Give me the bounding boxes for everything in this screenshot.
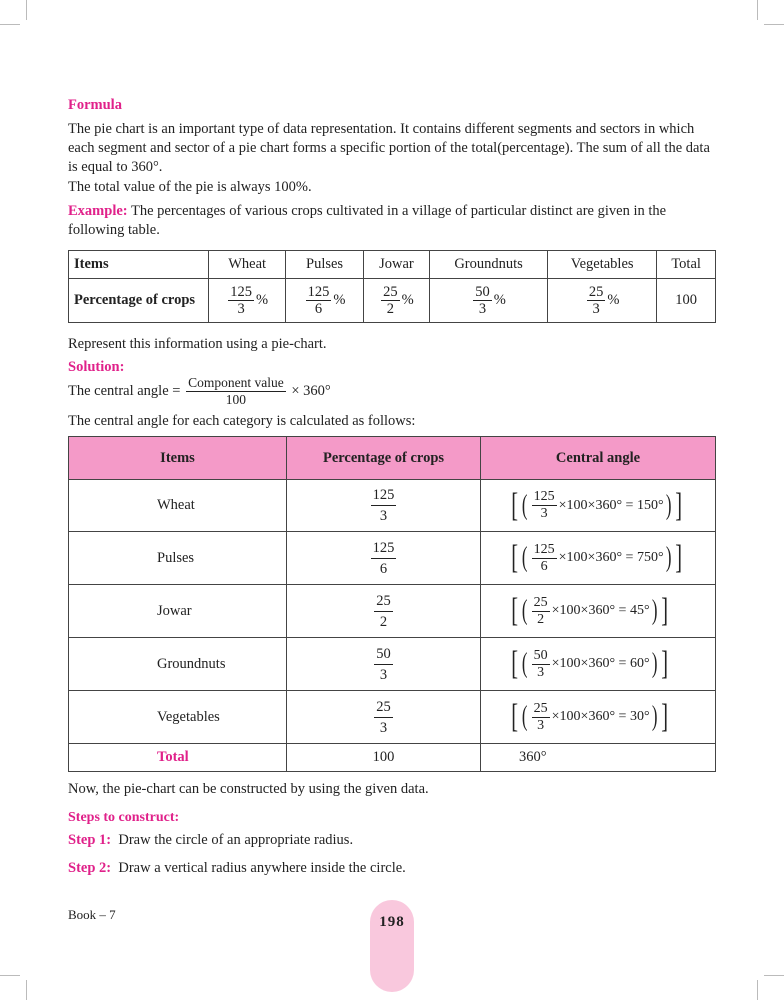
step-1 bbox=[68, 831, 718, 850]
crop-mark bbox=[757, 980, 758, 1000]
fraction: $\frac{25}{2}$ bbox=[383, 284, 398, 317]
angle-expression: [ ( $\frac{50}{3}$ ×100×360° = 60° ) ] bbox=[511, 645, 668, 682]
crop-mark bbox=[0, 24, 20, 25]
table-header-cell: Percentage of crops bbox=[287, 437, 481, 480]
table-header-cell: Pulses bbox=[286, 251, 363, 279]
angle-cell bbox=[481, 480, 716, 532]
fraction: $\frac{125}{6}$ bbox=[307, 284, 330, 317]
total-label: Total bbox=[69, 744, 287, 772]
fraction: $\frac{25}{3}$ bbox=[376, 698, 391, 736]
angle-cell bbox=[481, 532, 716, 585]
angle-expression: [ ( $\frac{125}{3}$ ×100×360° = 150° ) ] bbox=[511, 486, 682, 524]
table-header-row bbox=[69, 251, 716, 279]
table-header-cell: Vegetables bbox=[548, 251, 657, 279]
item-cell: Groundnuts bbox=[69, 638, 287, 691]
step-2 bbox=[68, 859, 718, 878]
crop-mark bbox=[26, 980, 27, 1000]
item-cell: Vegetables bbox=[69, 691, 287, 744]
percentage-cell bbox=[287, 585, 481, 638]
table-cell: $\frac{50}{3}$ % bbox=[430, 279, 548, 323]
step-label: Step 2: bbox=[68, 860, 112, 876]
table-row bbox=[69, 585, 716, 638]
crop-mark bbox=[0, 975, 20, 976]
step-text: Draw a vertical radius anywhere inside the circle. bbox=[118, 860, 406, 876]
fraction: $\frac{25}{3}$ bbox=[588, 284, 604, 317]
steps-heading: Steps to construct: bbox=[68, 810, 180, 825]
total-value-text: The total value of the pie is always 100%. bbox=[68, 179, 312, 195]
percentage-cell bbox=[287, 532, 481, 585]
table-header-row bbox=[69, 437, 716, 480]
total-angle: 360° bbox=[481, 744, 716, 772]
angle-expression: [ ( $\frac{125}{6}$ ×100×360° = 750° ) ] bbox=[511, 539, 682, 576]
step-text: Draw the circle of an appropriate radius. bbox=[118, 832, 354, 848]
fraction: $\frac{50}{3}$ bbox=[376, 645, 391, 683]
angle-expression: [ ( $\frac{25}{3}$ ×100×360° = 30° ) ] bbox=[511, 698, 668, 735]
item-cell: Jowar bbox=[69, 585, 287, 638]
angle-expression: [ ( $\frac{25}{2}$ ×100×360° = 45° ) ] bbox=[511, 592, 668, 629]
table-row bbox=[69, 480, 716, 532]
solution-label: Solution: bbox=[68, 359, 125, 375]
table-header-cell: Total bbox=[657, 251, 716, 279]
table-row bbox=[69, 532, 716, 585]
angle-cell bbox=[481, 691, 716, 744]
percentage-cell bbox=[287, 691, 481, 744]
page-number: 198 bbox=[379, 914, 405, 930]
crop-mark bbox=[757, 0, 758, 20]
fraction: $\frac{25}{2}$ bbox=[376, 592, 391, 630]
angle-cell bbox=[481, 585, 716, 638]
fraction: $\frac{\text{Component value}}{100}$ bbox=[188, 375, 284, 407]
page-number-tab bbox=[370, 900, 414, 992]
percentage-cell bbox=[287, 480, 481, 532]
angle-cell bbox=[481, 638, 716, 691]
table-row bbox=[69, 638, 716, 691]
table-row bbox=[69, 691, 716, 744]
table-cell: $\frac{25}{3}$ % bbox=[548, 279, 657, 323]
table-row bbox=[69, 279, 716, 323]
percentage-label: Percentage of crops bbox=[69, 279, 209, 323]
percentage-cell bbox=[287, 638, 481, 691]
table-cell: 100 bbox=[657, 279, 716, 323]
table-header-cell: Jowar bbox=[363, 251, 429, 279]
crop-mark bbox=[764, 24, 784, 25]
table-cell: $\frac{25}{2}$ % bbox=[363, 279, 429, 323]
table-cell: $\frac{125}{6}$ % bbox=[286, 279, 363, 323]
fraction: $\frac{125}{3}$ bbox=[230, 284, 252, 317]
central-angle-formula: The central angle = $\frac{\text{Component value}}{100}$ × 360° bbox=[68, 375, 331, 407]
item-cell: Pulses bbox=[69, 532, 287, 585]
fraction: $\frac{50}{3}$ bbox=[475, 284, 490, 317]
example-label: Example: bbox=[68, 203, 128, 219]
items-header: Items bbox=[69, 251, 209, 279]
calc-text: The central angle for each category is calculated as follows: bbox=[68, 413, 416, 429]
table-header-cell: Items bbox=[69, 437, 287, 480]
total-row bbox=[69, 744, 716, 772]
example-paragraph bbox=[68, 202, 718, 240]
book-label: Book – 7 bbox=[68, 907, 116, 922]
table-header-cell: Wheat bbox=[209, 251, 286, 279]
central-angle-table bbox=[68, 436, 716, 772]
intro-paragraph: The pie chart is an important type of data representation. It contains different segments and sectors in which each segment and sector of a pie chart forms a specific portion of the total(percentage). The sum of all the data is equal to 360°. bbox=[68, 121, 710, 175]
now-text: Now, the pie-chart can be constructed by using the given data. bbox=[68, 781, 429, 797]
item-cell: Wheat bbox=[69, 480, 287, 532]
table-header-cell: Groundnuts bbox=[430, 251, 548, 279]
step-label: Step 1: bbox=[68, 832, 112, 848]
fraction: $\frac{125}{3}$ bbox=[372, 487, 395, 524]
fraction: $\frac{125}{6}$ bbox=[372, 539, 395, 577]
formula-heading: Formula bbox=[68, 97, 122, 113]
table-cell: $\frac{125}{3}$ % bbox=[209, 279, 286, 323]
total-percentage: 100 bbox=[287, 744, 481, 772]
example-text: The percentages of various crops cultivated in a village of particular distinct are given in the following table. bbox=[68, 203, 667, 238]
crop-mark bbox=[26, 0, 27, 20]
crop-mark bbox=[764, 975, 784, 976]
crops-percentage-table bbox=[68, 250, 716, 323]
represent-text: Represent this information using a pie-chart. bbox=[68, 336, 327, 352]
table-header-cell: Central angle bbox=[481, 437, 716, 480]
